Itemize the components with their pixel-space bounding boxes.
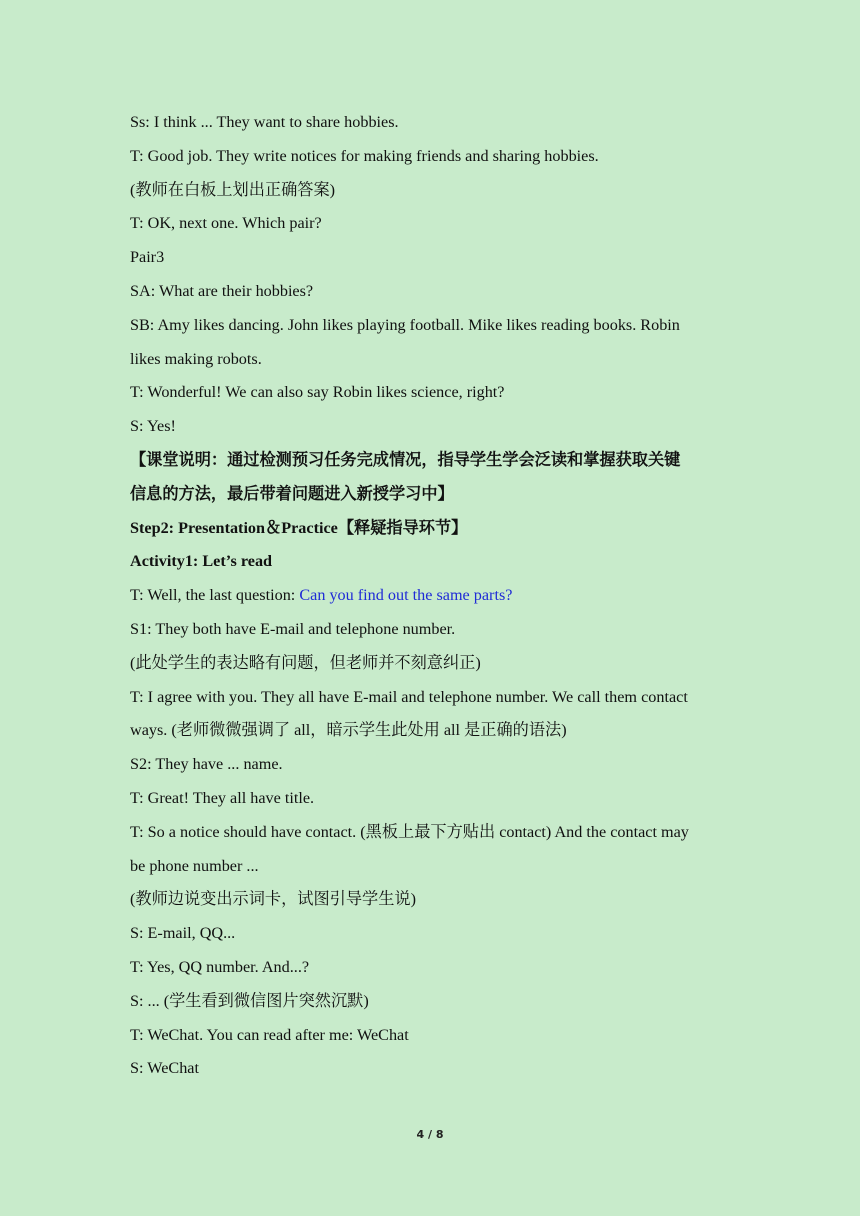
- dialogue-line: ways. (老师微微强调了 all，暗示学生此处用 all 是正确的语法): [130, 721, 567, 740]
- dialogue-line: T: So a notice should have contact. (黑板上最下方贴出 contact) And the contact may: [130, 822, 689, 841]
- dialogue-line: Ss: I think ... They want to share hobbies.: [130, 113, 399, 131]
- dialogue-line: S: Yes!: [130, 417, 176, 436]
- dialogue-line: S2: They have ... name.: [130, 755, 283, 774]
- dialogue-text: T: Well, the last question:: [130, 586, 300, 605]
- dialogue-line: S1: They both have E-mail and telephone number.: [130, 619, 456, 638]
- dialogue-line: SB: Amy likes dancing. John likes playing football. Mike likes reading books. Robin: [130, 315, 680, 334]
- teacher-note: (此处学生的表达略有问题，但老师并不刻意纠正): [130, 653, 481, 672]
- dialogue-line: SA: What are their hobbies?: [130, 281, 314, 300]
- page-number: 4 / 8: [416, 1128, 444, 1141]
- activity-heading: Activity1: Let’s read: [130, 552, 273, 571]
- class-note: 【课堂说明：通过检测预习任务完成情况，指导学生学会泛读和掌握获取关键: [130, 450, 681, 469]
- dialogue-line: T: Good job. They write notices for making friends and sharing hobbies.: [130, 146, 599, 165]
- teacher-note: (教师在白板上划出正确答案): [130, 180, 336, 199]
- dialogue-line: S: E-mail, QQ...: [130, 924, 236, 943]
- pair-label: Pair3: [130, 248, 165, 267]
- dialogue-line: S: ... (学生看到微信图片突然沉默): [130, 991, 369, 1010]
- dialogue-line: [130, 579, 730, 613]
- step-heading: Step2: Presentation＆Practice【释疑指导环节】: [130, 518, 468, 537]
- class-note: 信息的方法，最后带着问题进入新授学习中】: [130, 484, 454, 503]
- document-body: [130, 106, 730, 1086]
- dialogue-line: T: WeChat. You can read after me: WeChat: [130, 1025, 409, 1044]
- highlighted-question: Can you find out the same parts?: [299, 586, 513, 605]
- dialogue-line: T: Yes, QQ number. And...?: [130, 957, 310, 976]
- dialogue-line: T: Great! They all have title.: [130, 788, 315, 807]
- teacher-note: (教师边说变出示词卡，试图引导学生说): [130, 890, 416, 909]
- dialogue-line: T: Wonderful! We can also say Robin likes science, right?: [130, 383, 505, 402]
- dialogue-line: S: WeChat: [130, 1059, 199, 1078]
- dialogue-line: likes making robots.: [130, 349, 262, 368]
- dialogue-line: T: I agree with you. They all have E-mail and telephone number. We call them contact: [130, 687, 688, 706]
- dialogue-line: be phone number ...: [130, 856, 259, 875]
- dialogue-line: T: OK, next one. Which pair?: [130, 214, 322, 233]
